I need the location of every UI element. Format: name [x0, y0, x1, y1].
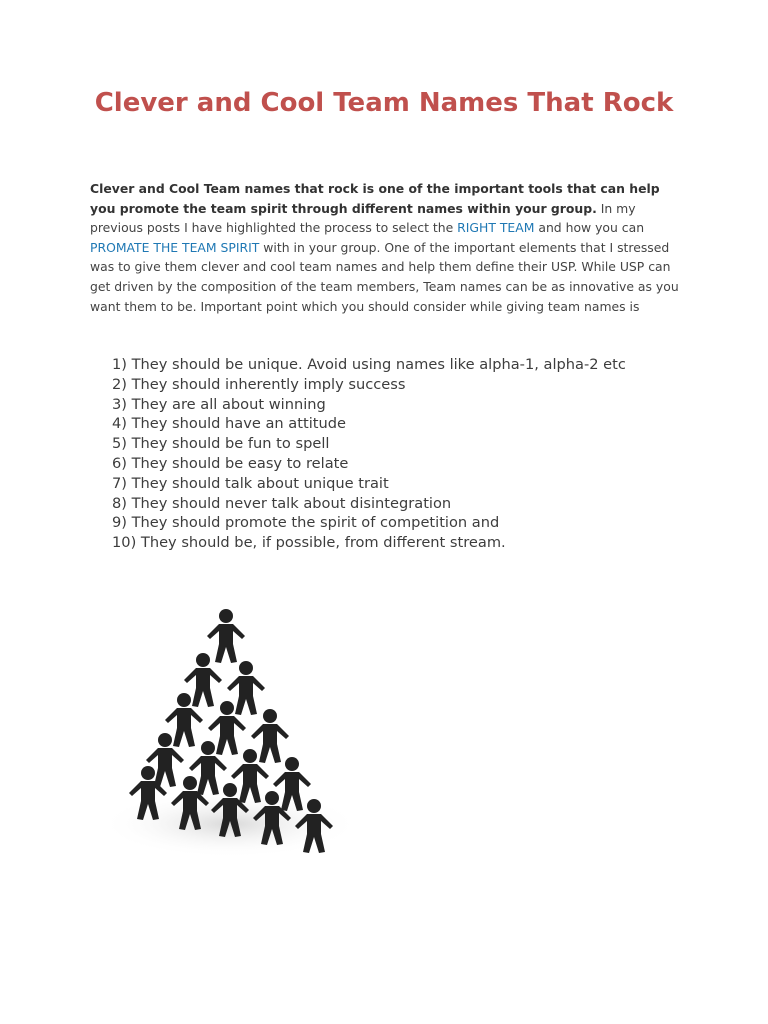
human-pyramid-icon	[90, 582, 372, 868]
rule-item: 6) They should be easy to relate	[112, 454, 349, 472]
rule-item: 10) They should be, if possible, from different stream.	[112, 534, 506, 552]
intro-lead-text: Clever and Cool Team names that rock is one of the important tools that can help you promote the team spirit through different names within your group.	[90, 181, 660, 216]
intro-text-3: with in your group. One of the important elements that I stressed was to give them clever and cool team names and help them define their USP. While USP can get driven by the composition of the team members, Team names can be as innovative as you want them to be. Important point which you should consider while giving team names is	[90, 239, 679, 314]
rule-item: 8) They should never talk about disintegration	[112, 494, 452, 512]
intro-text-1: In my previous posts I have highlighted the process to select the	[90, 200, 636, 236]
intro-paragraph	[90, 179, 680, 316]
team-name-rules-list	[112, 355, 672, 553]
promate-team-spirit-link[interactable]: PROMATE THE TEAM SPIRIT	[90, 239, 260, 255]
intro-text-2: and how you can	[534, 220, 645, 236]
rule-item: 4) They should have an attitude	[112, 415, 346, 433]
rule-item: 7) They should talk about unique trait	[112, 474, 389, 492]
rule-item: 1) They should be unique. Avoid using names like alpha-1, alpha-2 etc	[112, 356, 626, 373]
rule-item: 3) They are all about winning	[112, 395, 326, 413]
rule-item: 2) They should inherently imply success	[112, 375, 406, 393]
human-pyramid-figure	[90, 582, 372, 868]
right-team-link[interactable]: RIGHT TEAM	[457, 220, 535, 236]
rule-item: 9) They should promote the spirit of competition and	[112, 514, 500, 532]
person-figure-icon	[207, 609, 245, 663]
page-title: Clever and Cool Team Names That Rock	[94, 88, 674, 118]
rule-item: 5) They should be fun to spell	[112, 435, 330, 453]
